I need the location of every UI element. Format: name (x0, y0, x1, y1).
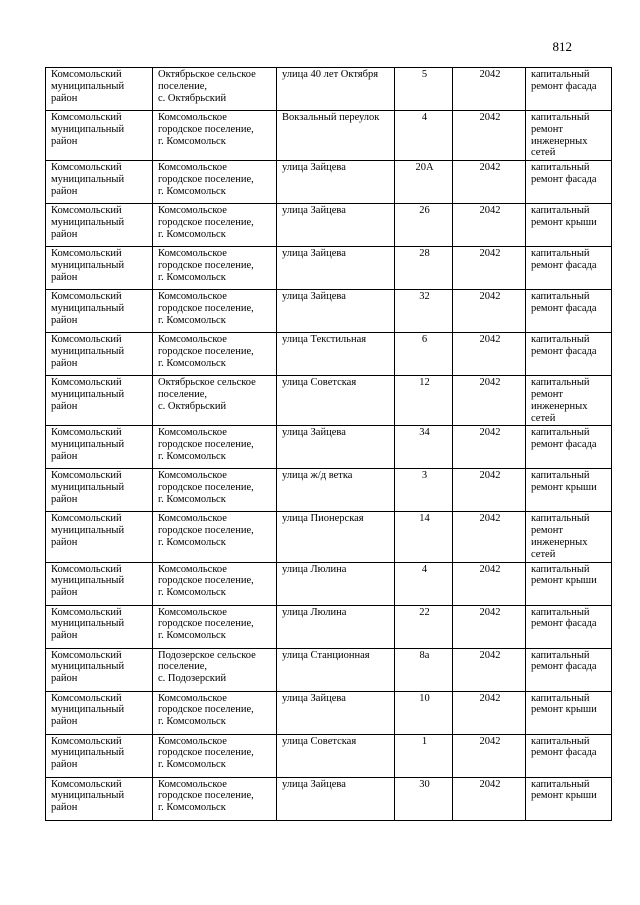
work-type-cell (526, 734, 612, 777)
district-cell (46, 426, 153, 469)
work-type-text: капитальный ремонт инженерных сетей (531, 377, 590, 424)
street-cell (277, 562, 395, 605)
settlement-text: Октябрьское сельское поселение, с. Октябрьский (158, 377, 256, 412)
year-text: 2042 (479, 606, 501, 618)
settlement-cell (153, 68, 277, 111)
work-type-text: капитальный ремонт фасада (531, 735, 597, 759)
street-text: Вокзальный переулок (282, 112, 380, 123)
house-number-text: 28 (419, 248, 430, 260)
house-number-cell (395, 247, 453, 290)
settlement-cell (153, 290, 277, 333)
house-number-cell (395, 562, 453, 605)
district-cell (46, 734, 153, 777)
house-number-cell (395, 161, 453, 204)
table-row (46, 290, 612, 333)
district-text: Комсомольский муниципальный район (51, 205, 125, 240)
house-number-cell (395, 734, 453, 777)
table-row (46, 68, 612, 111)
street-text: улица Люлина (282, 606, 347, 618)
year-text: 2042 (479, 162, 501, 174)
settlement-cell (153, 605, 277, 648)
table-row (46, 426, 612, 469)
work-type-text: капитальный ремонт фасада (531, 427, 597, 451)
year-text: 2042 (479, 205, 501, 217)
district-cell (46, 691, 153, 734)
work-type-text: капитальный ремонт фасада (531, 69, 597, 92)
street-cell (277, 290, 395, 333)
house-number-text: 30 (419, 778, 430, 790)
year-cell (453, 469, 526, 512)
street-text: улица Советская (282, 735, 357, 747)
settlement-cell (153, 691, 277, 734)
district-text: Комсомольский муниципальный район (51, 248, 125, 283)
table-row (46, 691, 612, 734)
work-type-cell (526, 290, 612, 333)
street-cell (277, 605, 395, 648)
table-row (46, 204, 612, 247)
house-number-cell (395, 204, 453, 247)
house-number-cell (395, 290, 453, 333)
settlement-cell (153, 734, 277, 777)
house-number-text: 4 (421, 112, 428, 123)
district-cell (46, 512, 153, 562)
work-type-text: капитальный ремонт фасада (531, 291, 597, 314)
street-cell (277, 376, 395, 426)
street-cell (277, 333, 395, 376)
year-text: 2042 (479, 513, 501, 525)
district-text: Комсомольский муниципальный район (51, 778, 125, 814)
year-text: 2042 (479, 427, 501, 439)
year-cell (453, 691, 526, 734)
district-text: Комсомольский муниципальный район (51, 377, 125, 412)
street-cell (277, 68, 395, 111)
house-number-cell (395, 426, 453, 469)
settlement-cell (153, 204, 277, 247)
year-text: 2042 (479, 248, 501, 260)
street-text: улица Зайцева (282, 291, 346, 303)
street-cell (277, 161, 395, 204)
year-cell (453, 648, 526, 691)
district-text: Комсомольский муниципальный район (51, 427, 125, 462)
settlement-cell (153, 426, 277, 469)
district-text: Комсомольский муниципальный район (51, 291, 125, 326)
year-cell (453, 333, 526, 376)
house-number-cell (395, 691, 453, 734)
district-cell (46, 777, 153, 820)
district-cell (46, 333, 153, 376)
year-cell (453, 734, 526, 777)
work-type-cell (526, 777, 612, 820)
street-cell (277, 512, 395, 562)
house-number-text: 4 (421, 563, 428, 575)
settlement-text: Комсомольское городское поселение, г. Комсомольск (158, 692, 254, 728)
house-number-cell (395, 777, 453, 820)
district-text: Комсомольский муниципальный район (51, 563, 125, 599)
work-type-cell (526, 648, 612, 691)
street-cell (277, 734, 395, 777)
table-row (46, 734, 612, 777)
house-number-text: 14 (419, 513, 430, 525)
work-type-cell (526, 204, 612, 247)
table-row (46, 161, 612, 204)
street-text: улица Зайцева (282, 427, 346, 439)
settlement-cell (153, 562, 277, 605)
year-cell (453, 161, 526, 204)
settlement-text: Комсомольское городское поселение, г. Комсомольск (158, 205, 254, 240)
year-text: 2042 (479, 291, 501, 303)
year-cell (453, 290, 526, 333)
year-text: 2042 (479, 377, 501, 389)
table-row (46, 648, 612, 691)
work-type-text: капитальный ремонт крыши (531, 778, 597, 802)
settlement-text: Комсомольское городское поселение, г. Комсомольск (158, 778, 254, 814)
house-number-cell (395, 68, 453, 111)
street-cell (277, 648, 395, 691)
house-number-text: 26 (419, 205, 430, 217)
settlement-cell (153, 111, 277, 161)
house-number-text: 10 (419, 692, 430, 704)
work-type-cell (526, 512, 612, 562)
street-text: улица 40 лет Октября (282, 69, 379, 80)
street-text: улица Зайцева (282, 205, 346, 217)
district-text: Комсомольский муниципальный район (51, 112, 125, 147)
work-type-cell (526, 691, 612, 734)
house-number-text: 20А (415, 162, 434, 174)
street-text: улица Люлина (282, 563, 347, 575)
table-row (46, 333, 612, 376)
street-text: улица Текстильная (282, 334, 367, 346)
settlement-text: Комсомольское городское поселение, г. Комсомольск (158, 162, 254, 197)
district-text: Комсомольский муниципальный район (51, 606, 125, 642)
work-type-text: капитальный ремонт крыши (531, 563, 597, 587)
district-text: Комсомольский муниципальный район (51, 334, 125, 369)
table-body (46, 68, 612, 821)
district-cell (46, 605, 153, 648)
settlement-text: Комсомольское городское поселение, г. Комсомольск (158, 112, 254, 147)
street-text: улица Зайцева (282, 248, 346, 260)
settlement-cell (153, 376, 277, 426)
settlement-text: Комсомольское городское поселение, г. Комсомольск (158, 427, 254, 462)
street-cell (277, 777, 395, 820)
work-type-text: капитальный ремонт крыши (531, 205, 597, 228)
settlement-text: Комсомольское городское поселение, г. Комсомольск (158, 470, 254, 505)
district-text: Комсомольский муниципальный район (51, 692, 125, 728)
year-cell (453, 111, 526, 161)
year-text: 2042 (479, 112, 501, 123)
year-text: 2042 (479, 735, 501, 747)
district-cell (46, 204, 153, 247)
work-type-text: капитальный ремонт фасада (531, 649, 597, 673)
work-type-cell (526, 376, 612, 426)
year-text: 2042 (479, 778, 501, 790)
work-type-cell (526, 605, 612, 648)
work-type-cell (526, 562, 612, 605)
year-text: 2042 (479, 563, 501, 575)
year-cell (453, 247, 526, 290)
settlement-text: Комсомольское городское поселение, г. Комсомольск (158, 334, 254, 369)
year-text: 2042 (479, 470, 501, 482)
year-text: 2042 (479, 649, 501, 661)
settlement-text: Комсомольское городское поселение, г. Комсомольск (158, 735, 254, 771)
work-type-text: капитальный ремонт фасада (531, 162, 597, 185)
housing-repair-table (45, 67, 612, 821)
settlement-cell (153, 512, 277, 562)
year-cell (453, 562, 526, 605)
table-row (46, 247, 612, 290)
table-row (46, 777, 612, 820)
work-type-cell (526, 426, 612, 469)
house-number-text: 6 (421, 334, 428, 346)
settlement-cell (153, 648, 277, 691)
district-cell (46, 376, 153, 426)
house-number-cell (395, 605, 453, 648)
year-cell (453, 426, 526, 469)
year-text: 2042 (479, 69, 501, 80)
district-cell (46, 161, 153, 204)
house-number-cell (395, 111, 453, 161)
district-text: Комсомольский муниципальный район (51, 649, 125, 685)
street-text: улица Зайцева (282, 692, 346, 704)
house-number-cell (395, 512, 453, 562)
work-type-text: капитальный ремонт фасада (531, 334, 597, 357)
settlement-text: Комсомольское городское поселение, г. Комсомольск (158, 248, 254, 283)
year-cell (453, 605, 526, 648)
street-cell (277, 469, 395, 512)
street-cell (277, 111, 395, 161)
district-cell (46, 247, 153, 290)
house-number-text: 3 (421, 470, 428, 482)
work-type-text: капитальный ремонт крыши (531, 470, 597, 494)
settlement-text: Комсомольское городское поселение, г. Комсомольск (158, 513, 254, 548)
work-type-text: капитальный ремонт фасада (531, 606, 597, 630)
work-type-cell (526, 469, 612, 512)
year-cell (453, 512, 526, 562)
street-cell (277, 204, 395, 247)
district-cell (46, 469, 153, 512)
street-text: улица Станционная (282, 649, 370, 661)
settlement-cell (153, 247, 277, 290)
settlement-text: Октябрьское сельское поселение, с. Октябрьский (158, 69, 256, 104)
settlement-text: Комсомольское городское поселение, г. Комсомольск (158, 563, 254, 599)
work-type-cell (526, 247, 612, 290)
table-row (46, 605, 612, 648)
settlement-text: Комсомольское городское поселение, г. Комсомольск (158, 291, 254, 326)
settlement-cell (153, 161, 277, 204)
work-type-text: капитальный ремонт инженерных сетей (531, 112, 590, 159)
street-text: улица Зайцева (282, 778, 346, 790)
work-type-text: капитальный ремонт крыши (531, 692, 597, 716)
house-number-text: 32 (419, 291, 430, 303)
district-text: Комсомольский муниципальный район (51, 513, 125, 548)
work-type-cell (526, 111, 612, 161)
work-type-text: капитальный ремонт инженерных сетей (531, 513, 590, 560)
street-text: улица Зайцева (282, 162, 346, 174)
work-type-text: капитальный ремонт фасада (531, 248, 597, 271)
street-cell (277, 247, 395, 290)
year-cell (453, 204, 526, 247)
house-number-cell (395, 469, 453, 512)
settlement-cell (153, 333, 277, 376)
table-row (46, 469, 612, 512)
district-text: Комсомольский муниципальный район (51, 470, 125, 505)
street-text: улица Пионерская (282, 513, 364, 525)
settlement-cell (153, 777, 277, 820)
house-number-text: 22 (419, 606, 430, 618)
work-type-cell (526, 161, 612, 204)
settlement-text: Подозерское сельское поселение, с. Подозерский (158, 649, 256, 685)
street-cell (277, 691, 395, 734)
house-number-text: 8а (419, 649, 430, 661)
house-number-cell (395, 648, 453, 691)
house-number-cell (395, 376, 453, 426)
district-text: Комсомольский муниципальный район (51, 735, 125, 771)
district-cell (46, 648, 153, 691)
district-text: Комсомольский муниципальный район (51, 69, 125, 104)
table-row (46, 512, 612, 562)
work-type-cell (526, 333, 612, 376)
house-number-cell (395, 333, 453, 376)
house-number-text: 1 (421, 735, 428, 747)
year-text: 2042 (479, 692, 501, 704)
district-cell (46, 111, 153, 161)
year-text: 2042 (479, 334, 501, 346)
settlement-text: Комсомольское городское поселение, г. Комсомольск (158, 606, 254, 642)
table-row (46, 562, 612, 605)
year-cell (453, 68, 526, 111)
year-cell (453, 777, 526, 820)
house-number-text: 34 (419, 427, 430, 439)
work-type-cell (526, 68, 612, 111)
settlement-cell (153, 469, 277, 512)
district-cell (46, 68, 153, 111)
table-row (46, 111, 612, 161)
street-text: улица ж/д ветка (282, 470, 353, 482)
house-number-text: 12 (419, 377, 430, 389)
page-number: 812 (552, 39, 572, 54)
street-cell (277, 426, 395, 469)
district-text: Комсомольский муниципальный район (51, 162, 125, 197)
district-cell (46, 562, 153, 605)
house-number-text: 5 (421, 69, 428, 80)
year-cell (453, 376, 526, 426)
table-row (46, 376, 612, 426)
district-cell (46, 290, 153, 333)
street-text: улица Советская (282, 377, 357, 389)
